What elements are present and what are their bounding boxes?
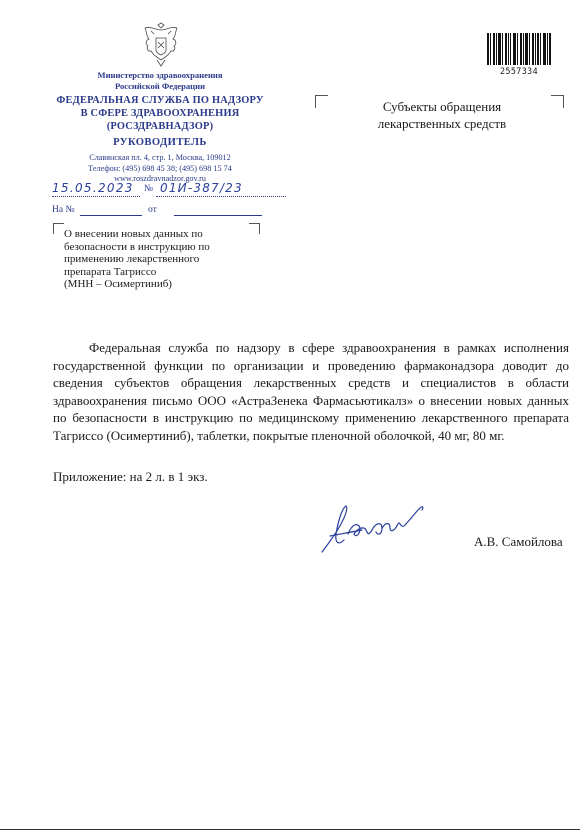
attachment-note: Приложение: на 2 л. в 1 экз. [53,469,208,484]
contact-block [50,153,270,185]
coat-of-arms-icon [140,22,182,68]
handwritten-number: 01И-387/23 [160,181,243,195]
ministry-name [60,70,260,92]
reference-date-blank [174,215,262,216]
barcode-number: 2557334 [499,66,539,76]
addressee-line: Субъекты обращения [382,99,502,114]
subject-line: препарата Тагриссо [64,265,157,278]
signer-name: А.В. Самойлова [474,534,563,549]
barcode [487,33,551,65]
website: www.roszdravnadzor.gov.ru [114,174,206,184]
signature-image [318,494,438,562]
na-label: На № [52,205,75,215]
date-underline [52,196,140,197]
agency-line-3: (РОСЗДРАВНАДЗОР) [106,121,214,132]
subject-bracket-right [249,223,260,234]
subject-line: (МНН – Осимертиниб) [64,278,172,291]
reference-number-blank [80,215,142,216]
head-title: РУКОВОДИТЕЛЬ [113,137,207,148]
addressee-bracket-right [551,95,564,108]
subject-line: безопасности в инструкцию по [64,240,210,253]
letter-body: Федеральная служба по надзору в сфере здравоохранения в рамках исполнения государственной функции по организации и проведению фармаконадзора доводит до сведения субъектов обращения лекарственных средств и специалистов в области здравоохранения письмо ООО «АстраЗенека Фармасьютикалз» о внесении новых данных по безопасности в инструкцию по медицинскому применению лекарственного препарата Тагриссо (Осимертиниб), таблетки, покрытые пленочной оболочкой, 40 мг, 80 мг. [53,340,569,443]
address: Славянская пл. 4, стр. 1, Москва, 109012 [89,153,231,162]
agency-line-1: ФЕДЕРАЛЬНАЯ СЛУЖБА ПО НАДЗОРУ [56,95,264,106]
number-label: № [144,184,154,194]
ot-label: от [148,205,157,215]
agency-name [40,94,280,133]
number-underline [156,196,286,197]
addressee-bracket-left [315,95,328,108]
registration-line [52,181,297,199]
subject-line: О внесении новых данных по [64,228,203,240]
phones: Телефон: (495) 698 45 38; (495) 698 15 74 [88,163,232,173]
ministry-line-2: Российской Федерации [114,81,206,91]
agency-line-2: В СФЕРЕ ЗДРАВООХРАНЕНИЯ [80,108,240,119]
reference-line [52,205,267,219]
subject-block [64,228,234,291]
addressee-line: лекарственных средств [377,116,507,131]
page-edge-line [0,829,580,830]
subject-line: применению лекарственного [64,253,200,266]
subject-bracket-left [53,223,64,234]
handwritten-date: 15.05.2023 [52,181,134,195]
addressee-block [357,98,527,132]
ministry-line-1: Министерство здравоохранения [97,70,223,80]
